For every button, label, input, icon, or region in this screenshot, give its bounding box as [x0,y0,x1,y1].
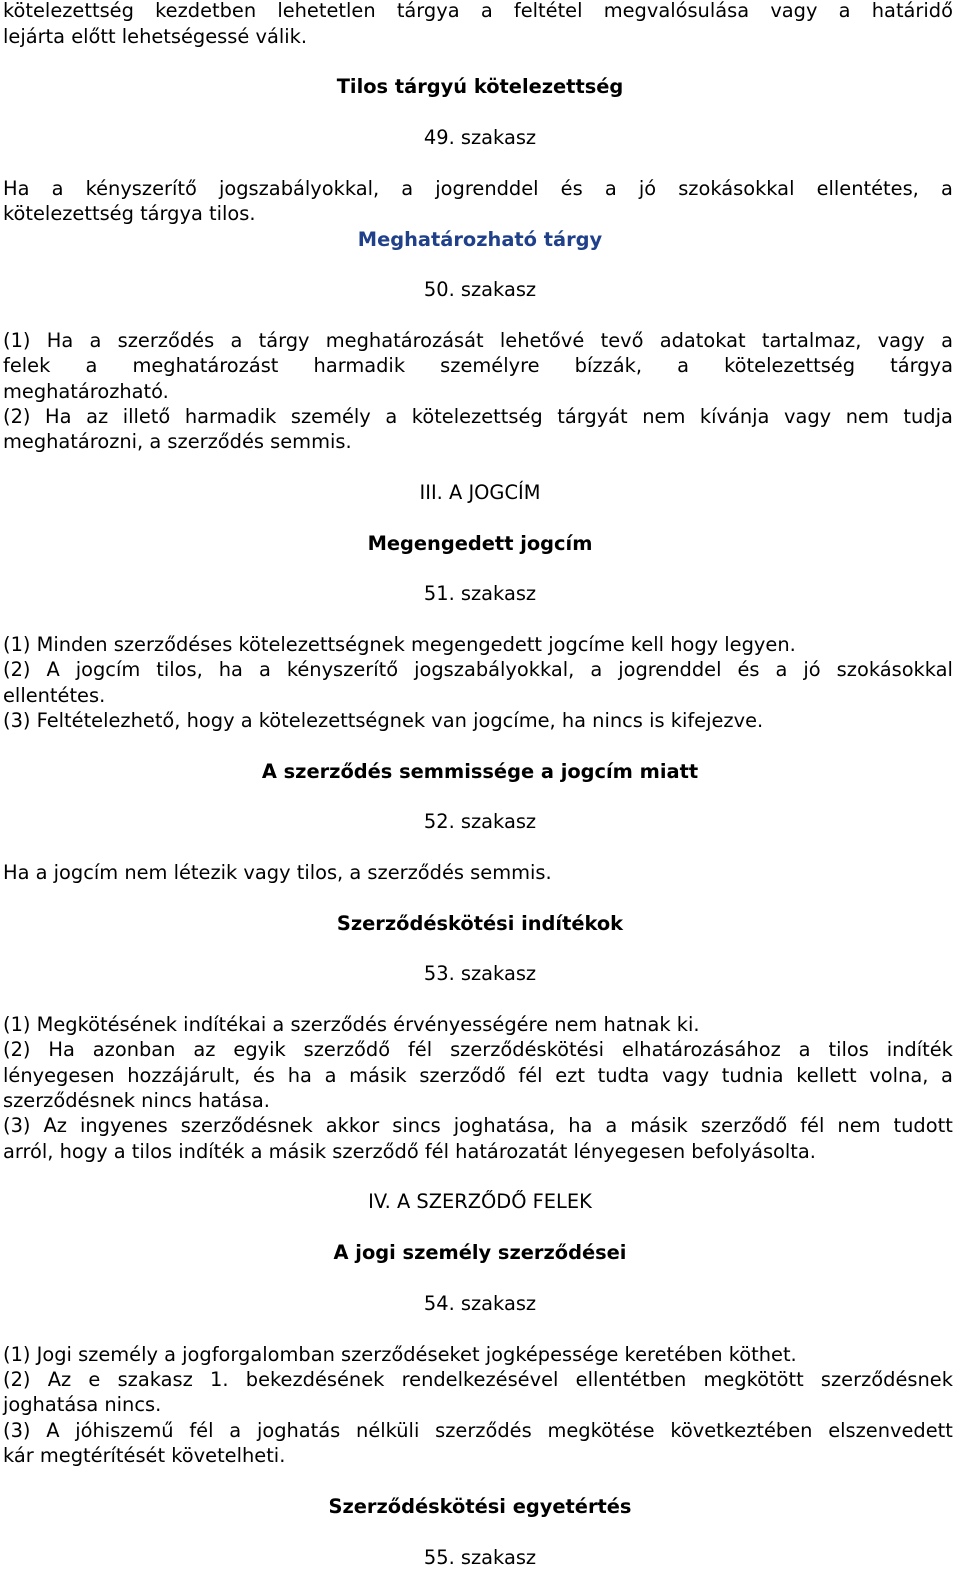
word: kényszerítő [85,177,197,200]
word: nem [845,405,889,428]
word: ha [218,658,243,681]
word: tárgyát [557,405,628,428]
paragraph-line [3,176,953,202]
section-number: 54. szakasz [423,1292,537,1315]
word: szerződésnek [820,1368,953,1391]
word: és [737,658,760,681]
chapter-title: III. A JOGCÍM [419,481,541,504]
word: a [85,354,98,377]
paragraph-line: (1) Megkötésének indítékai a szerződés érvényességére nem hatnak ki. [3,1013,700,1036]
word: szakasz [117,1368,193,1391]
word: fél [407,1038,433,1061]
section-number: 52. szakasz [423,810,537,833]
word: az [193,1038,216,1061]
word: jó [638,177,657,200]
paragraph-line: (1) Minden szerződéses kötelezettségnek megengedett jogcíme kell hogy legyen. [3,633,796,656]
word: egyik [233,1038,286,1061]
word: Ha [3,177,30,200]
word: hozzájárult, [127,1064,241,1087]
word: (3) [3,1114,31,1137]
paragraph-line: kötelezettség tárgya tilos. [3,202,256,225]
word: a [940,177,953,200]
word: akkor [325,1114,380,1137]
word: fél [800,1114,825,1137]
word: a [775,658,788,681]
word: bízzák, [574,354,642,377]
word: lehetetlen [277,0,376,22]
word: személyre [440,354,540,377]
word: harmadik [313,354,406,377]
word: Ha [48,1038,75,1061]
word: és [560,177,583,200]
word: Ha [46,329,74,352]
paragraph-line [3,1063,953,1089]
word: ezt [555,1064,585,1087]
word: (2) [3,658,31,681]
word: szerződésnek [180,1114,313,1137]
word: (1) [3,329,31,352]
paragraph-line [3,1113,953,1139]
word: tudott [893,1114,953,1137]
word: jogrenddel [435,177,539,200]
word: a [401,177,414,200]
word: lehetővé [499,329,585,352]
word: tudja [903,405,953,428]
word: a [258,658,271,681]
word: tilos [828,1038,869,1061]
word: a [838,0,851,22]
word: a [941,329,953,352]
word: jogrenddel [618,658,722,681]
word: e [88,1368,101,1391]
word: a [385,405,398,428]
section-number: 51. szakasz [423,582,537,605]
word: rendelkezésével [401,1368,559,1391]
paragraph-line [3,1037,953,1063]
word: indíték [886,1038,953,1061]
section-number: 53. szakasz [423,962,537,985]
word: tevő [600,329,644,352]
word: (2) [3,1368,31,1391]
word: ingyenes [79,1114,168,1137]
word: másik [349,1064,407,1087]
word: azonban [92,1038,176,1061]
word: harmadik [184,405,277,428]
word: kívánja [699,405,770,428]
word: megkötött [703,1368,804,1391]
section-heading: A jogi személy szerződései [333,1241,627,1264]
section-heading: Szerződéskötési indítékok [336,912,624,935]
word: másik [630,1114,688,1137]
word: vagy [770,0,818,22]
word: szerződő [700,1114,788,1137]
section-number: 50. szakasz [423,278,537,301]
word: nélküli [356,1419,420,1442]
word: joghatás [256,1419,341,1442]
word: bekezdésének [245,1368,385,1391]
paragraph-line: meghatározható. [3,380,169,403]
word: A [46,1419,60,1442]
word: meghatározását [325,329,484,352]
word: jogszabályokkal, [218,177,380,200]
word: ha [287,1064,312,1087]
word: szokásokkal [678,177,795,200]
paragraph-line: Ha a jogcím nem létezik vagy tilos, a szerződés semmis. [3,861,552,884]
word: szerződő [303,1038,391,1061]
word: elhatározásához [621,1038,781,1061]
word: a [605,1114,618,1137]
chapter-title: IV. A SZERZŐDŐ FELEK [368,1190,592,1213]
section-heading: Szerződéskötési egyetértés [328,1495,632,1518]
word: vagy [877,329,925,352]
word: vagy [661,1064,710,1087]
word: (2) [3,405,31,428]
word: Az [43,1114,67,1137]
word: tárgya [890,354,953,377]
word: illető [122,405,171,428]
word: tartalmaz, [761,329,862,352]
word: kellett [796,1064,857,1087]
word: szerződés [117,329,215,352]
word: kötelezettség [411,405,543,428]
word: a [324,1064,337,1087]
word: vagy [784,405,832,428]
paragraph-line [3,1418,953,1444]
section-heading: A szerződés semmissége a jogcím miatt [261,760,699,783]
word: a [798,1038,811,1061]
paragraph-line: lejárta előtt lehetségessé válik. [3,25,307,48]
word: határidő [871,0,953,22]
paragraph-line: joghatása nincs. [3,1393,162,1416]
paragraph-line: (3) Feltételezhető, hogy a kötelezettségnek van jogcíme, ha nincs is kifejezve. [3,709,764,732]
word: tilos, [156,658,203,681]
word: személy [290,405,371,428]
word: jó [803,658,821,681]
word: következtében [670,1419,813,1442]
word: szerződő [419,1064,506,1087]
paragraph-line [3,328,953,354]
word: a [480,0,493,22]
word: lényegesen [3,1064,115,1087]
word: ellentétben [575,1368,687,1391]
word: az [86,405,109,428]
word: jogszabályokkal, [414,658,575,681]
word: jogcím [75,658,141,681]
word: sincs [392,1114,441,1137]
word: szerződés [435,1419,532,1442]
word: (3) [3,1419,31,1442]
section-heading: Meghatározható tárgy [357,228,603,251]
paragraph-line: kár megtérítését követelheti. [3,1444,286,1467]
word: fél [518,1064,543,1087]
word: megkötése [547,1419,655,1442]
word: a [604,177,617,200]
paragraph-line [3,657,953,683]
word: kezdetben [155,0,257,22]
word: a [51,177,64,200]
word: tudnia [721,1064,784,1087]
paragraph-line [3,0,953,24]
word: ellentétes, [816,177,919,200]
word: a [941,1064,953,1087]
word: jóhiszemű [75,1419,174,1442]
word: Ha [45,405,72,428]
word: a [229,1419,242,1442]
paragraph-line: szerződésnek nincs hatása. [3,1089,270,1112]
word: nem [837,1114,881,1137]
word: feltétel [513,0,583,22]
paragraph-line [3,1367,953,1393]
word: tudta [597,1064,650,1087]
paragraph-line: (1) Jogi személy a jogforgalomban szerződéseket jogképessége keretében köthet. [3,1343,797,1366]
word: kényszerítő [286,658,399,681]
word: felek [3,354,51,377]
word: adatokat [659,329,746,352]
paragraph-line: ellentétes. [3,684,106,707]
word: meghatározást [132,354,279,377]
section-heading: Tilos tárgyú kötelezettség [336,75,624,98]
word: nem [642,405,686,428]
word: Az [47,1368,72,1391]
word: ha [568,1114,593,1137]
section-heading: Megengedett jogcím [367,532,593,555]
word: elszenvedett [828,1419,953,1442]
word: és [253,1064,276,1087]
section-number: 55. szakasz [423,1546,537,1569]
word: szerződéskötési [450,1038,605,1061]
word: a [677,354,690,377]
word: kötelezettség [3,0,134,22]
word: a [89,329,102,352]
paragraph-line [3,353,953,379]
word: tárgya [396,0,460,22]
paragraph-line: meghatározni, a szerződés semmis. [3,430,352,453]
word: joghatása, [453,1114,556,1137]
word: A [46,658,60,681]
word: 1. [210,1368,229,1391]
word: szokásokkal [836,658,953,681]
word: volna, [869,1064,929,1087]
word: (2) [3,1038,31,1061]
paragraph-line [3,404,953,430]
word: fél [189,1419,214,1442]
word: a [590,658,603,681]
word: kötelezettség [724,354,856,377]
word: megvalósulása [603,0,750,22]
paragraph-line: arról, hogy a tilos indíték a másik szerződő fél határozatát lényegesen befolyásolta. [3,1140,816,1163]
word: tárgy [258,329,310,352]
section-number: 49. szakasz [423,126,537,149]
word: a [230,329,243,352]
